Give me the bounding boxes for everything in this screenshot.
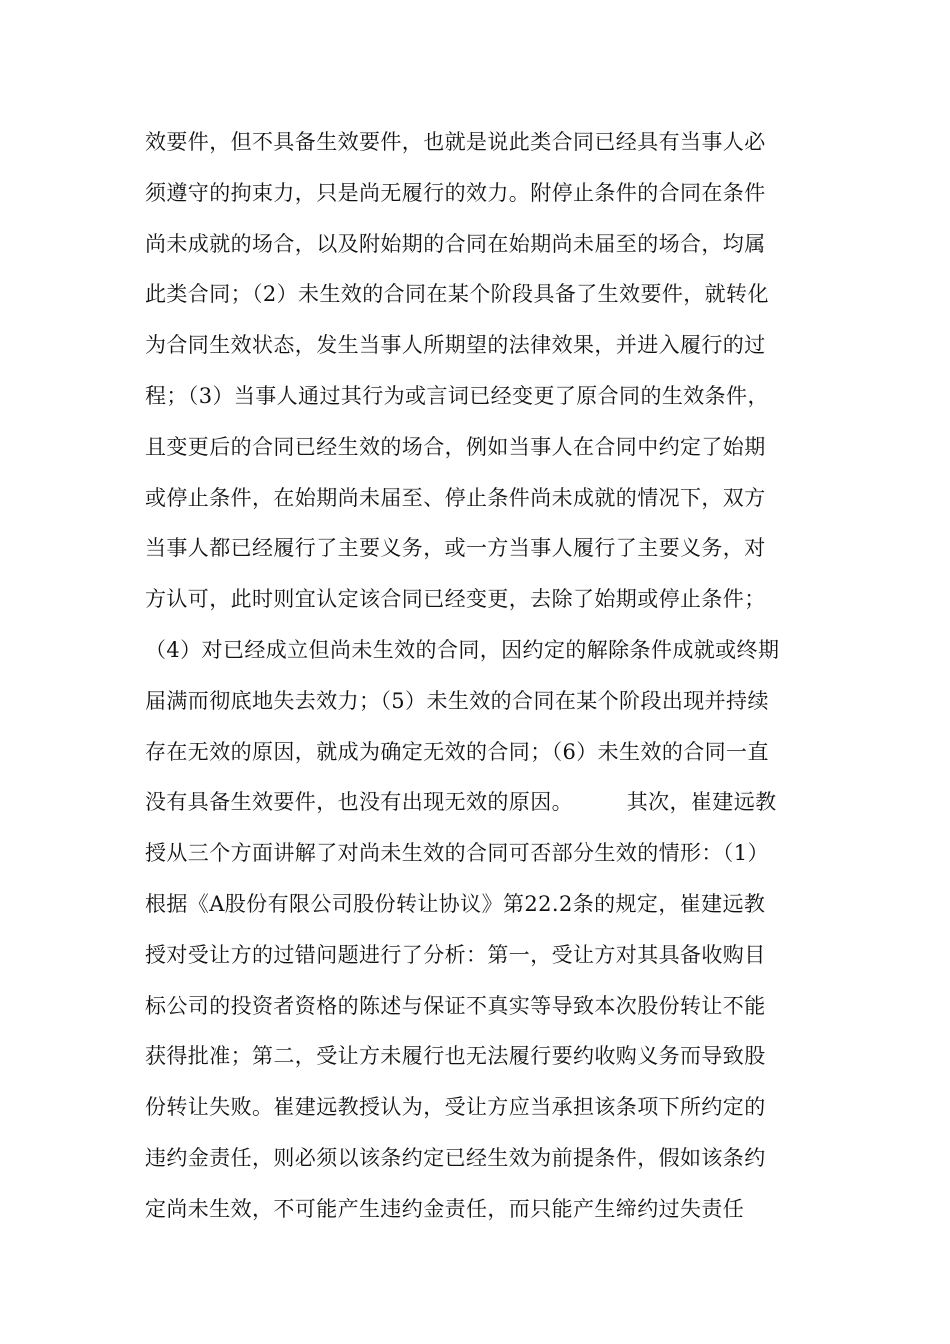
text-line: 方认可，此时则宜认定该合同已经变更，去除了始期或停止条件； — [145, 587, 766, 612]
text-line: 获得批准；第二，受让方未履行也无法履行要约收购义务而导致股 — [145, 1044, 766, 1069]
text-line: 标公司的投资者资格的陈述与保证不真实等导致本次股份转让不能 — [145, 993, 766, 1018]
text-line: 须遵守的拘束力，只是尚无履行的效力。附停止条件的合同在条件 — [145, 180, 766, 205]
text-line: 效要件，但不具备生效要件，也就是说此类合同已经具有当事人必 — [145, 130, 766, 154]
text-line: 授从三个方面讲解了对尚未生效的合同可否部分生效的情形：（1） — [145, 841, 769, 866]
body-text — [145, 128, 810, 1246]
text-line: 根据《A股份有限公司股份转让协议》第22.2条的规定，崔建远教 — [145, 891, 766, 916]
text-line: 尚未成就的场合，以及附始期的合同在始期尚未届至的场合，均属 — [145, 231, 766, 256]
text-line: 此类合同；（2）未生效的合同在某个阶段具备了生效要件，就转化 — [145, 282, 769, 307]
text-line: 授对受让方的过错问题进行了分析：第一，受让方对其具备收购目 — [145, 942, 766, 967]
text-line: 定尚未生效，不可能产生违约金责任，而只能产生缔约过失责任 — [145, 1196, 745, 1221]
text-line: 程；（3）当事人通过其行为或言词已经变更了原合同的生效条件， — [145, 383, 769, 408]
text-line: 违约金责任，则必须以该条约定已经生效为前提条件，假如该条约 — [145, 1145, 766, 1170]
text-line: 当事人都已经履行了主要义务，或一方当事人履行了主要义务，对 — [145, 536, 766, 561]
text-line: 届满而彻底地失去效力；（5）未生效的合同在某个阶段出现并持续 — [145, 688, 769, 713]
text-line: 或停止条件，在始期尚未届至、停止条件尚未成就的情况下，双方 — [145, 485, 766, 510]
text-line: 存在无效的原因，就成为确定无效的合同；（6）未生效的合同一直 — [145, 739, 769, 764]
text-line: 且变更后的合同已经生效的场合，例如当事人在合同中约定了始期 — [145, 434, 766, 459]
text-line: （4）对已经成立但尚未生效的合同，因约定的解除条件成就或终期 — [145, 637, 780, 662]
text-line: 为合同生效状态，发生当事人所期望的法律效果，并进入履行的过 — [145, 333, 766, 358]
text-line: 没有具备生效要件，也没有出现无效的原因。 其次，崔建远教 — [145, 790, 777, 815]
text-line: 份转让失败。崔建远教授认为，受让方应当承担该条项下所约定的 — [145, 1095, 766, 1120]
